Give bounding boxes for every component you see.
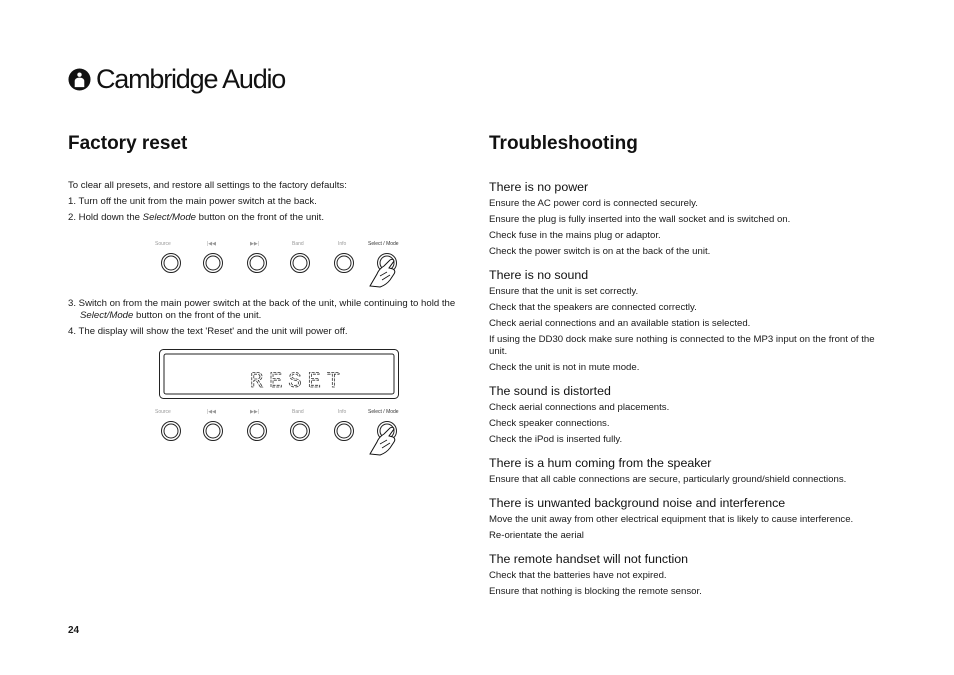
section-line: Ensure that the unit is set correctly. [489,286,639,297]
panel-label-select-mode: Select / Mode [368,409,399,415]
section-line: Ensure the plug is fully inserted into the wall socket and is switched on. [489,214,791,225]
troubleshooting-section [489,384,889,446]
brand-logo [68,64,285,95]
cambridge-audio-logo-icon [68,68,91,91]
factory-reset-step-4: 4. The display will show the text 'Reset' and the unit will power off. [68,326,348,337]
panel-label-band: Band [292,241,304,247]
section-line: Ensure that all cable connections are secure, particularly ground/shield connections. [489,474,847,485]
section-heading: There is a hum coming from the speaker [489,456,712,470]
page-number: 24 [68,625,80,636]
section-line: Ensure the AC power cord is connected securely. [489,198,698,209]
troubleshooting-title: Troubleshooting [489,133,638,154]
section-line: Check fuse in the mains plug or adaptor. [489,230,661,241]
panel-label-next: ▶▶| [250,409,259,415]
display-text: RESET [250,369,347,394]
panel-label-source: Source [155,409,171,415]
section-line: Check aerial connections and an available station is selected. [489,318,751,329]
factory-reset-intro: To clear all presets, and restore all settings to the factory defaults: [68,180,347,191]
factory-reset-steps-top [68,180,468,228]
section-heading: There is no sound [489,268,589,282]
troubleshooting-section [489,268,889,374]
panel-label-info: Info [338,241,347,247]
section-line: Check speaker connections. [489,418,610,429]
factory-reset-steps-bottom [68,298,468,342]
troubleshooting-section [489,496,889,542]
section-line: Check that the speakers are connected correctly. [489,302,697,313]
front-panel-illustration-2 [150,404,412,456]
factory-reset-step-3: 3. Switch on from the main power switch at the back of the unit, while continuing to hold the Select/Mode button on the front of the unit. [68,298,456,321]
section-heading: There is unwanted background noise and interference [489,496,786,510]
troubleshooting-section [489,456,889,486]
section-heading: The remote handset will not function [489,552,689,566]
panel-label-info: Info [338,409,347,415]
section-line: Check the iPod is inserted fully. [489,434,623,445]
panel-label-next: ▶▶| [250,241,259,247]
section-line: Move the unit away from other electrical equipment that is likely to cause interference. [489,514,854,525]
factory-reset-step-2: 2. Hold down the Select/Mode button on the front of the unit. [68,212,325,223]
panel-label-band: Band [292,409,304,415]
troubleshooting-section [489,552,889,598]
troubleshooting-section [489,180,889,258]
pressing-finger-icon [370,427,395,455]
panel-label-prev: |◀◀ [207,409,216,415]
section-line: Ensure that nothing is blocking the remote sensor. [489,586,702,597]
section-line: Re-orientate the aerial [489,530,584,541]
brand-name: Cambridge Audio [96,64,286,94]
factory-reset-title: Factory reset [68,133,188,154]
section-line: Check aerial connections and placements. [489,402,670,413]
panel-label-select-mode: Select / Mode [368,241,399,247]
troubleshooting-list [489,180,889,608]
section-line: Check the power switch is on at the back of the unit. [489,246,711,257]
reset-display-illustration [159,349,399,404]
panel-label-source: Source [155,241,171,247]
section-line: Check that the batteries have not expired. [489,570,667,581]
panel-label-prev: |◀◀ [207,241,216,247]
section-line: Check the unit is not in mute mode. [489,362,640,373]
section-heading: There is no power [489,180,589,194]
factory-reset-step-1: 1. Turn off the unit from the main power switch at the back. [68,196,317,207]
section-line: If using the DD30 dock make sure nothing is connected to the MP3 input on the front of the unit. [489,334,875,357]
pressing-finger-icon [370,259,395,287]
front-panel-illustration-1 [150,236,412,288]
section-heading: The sound is distorted [489,384,611,398]
